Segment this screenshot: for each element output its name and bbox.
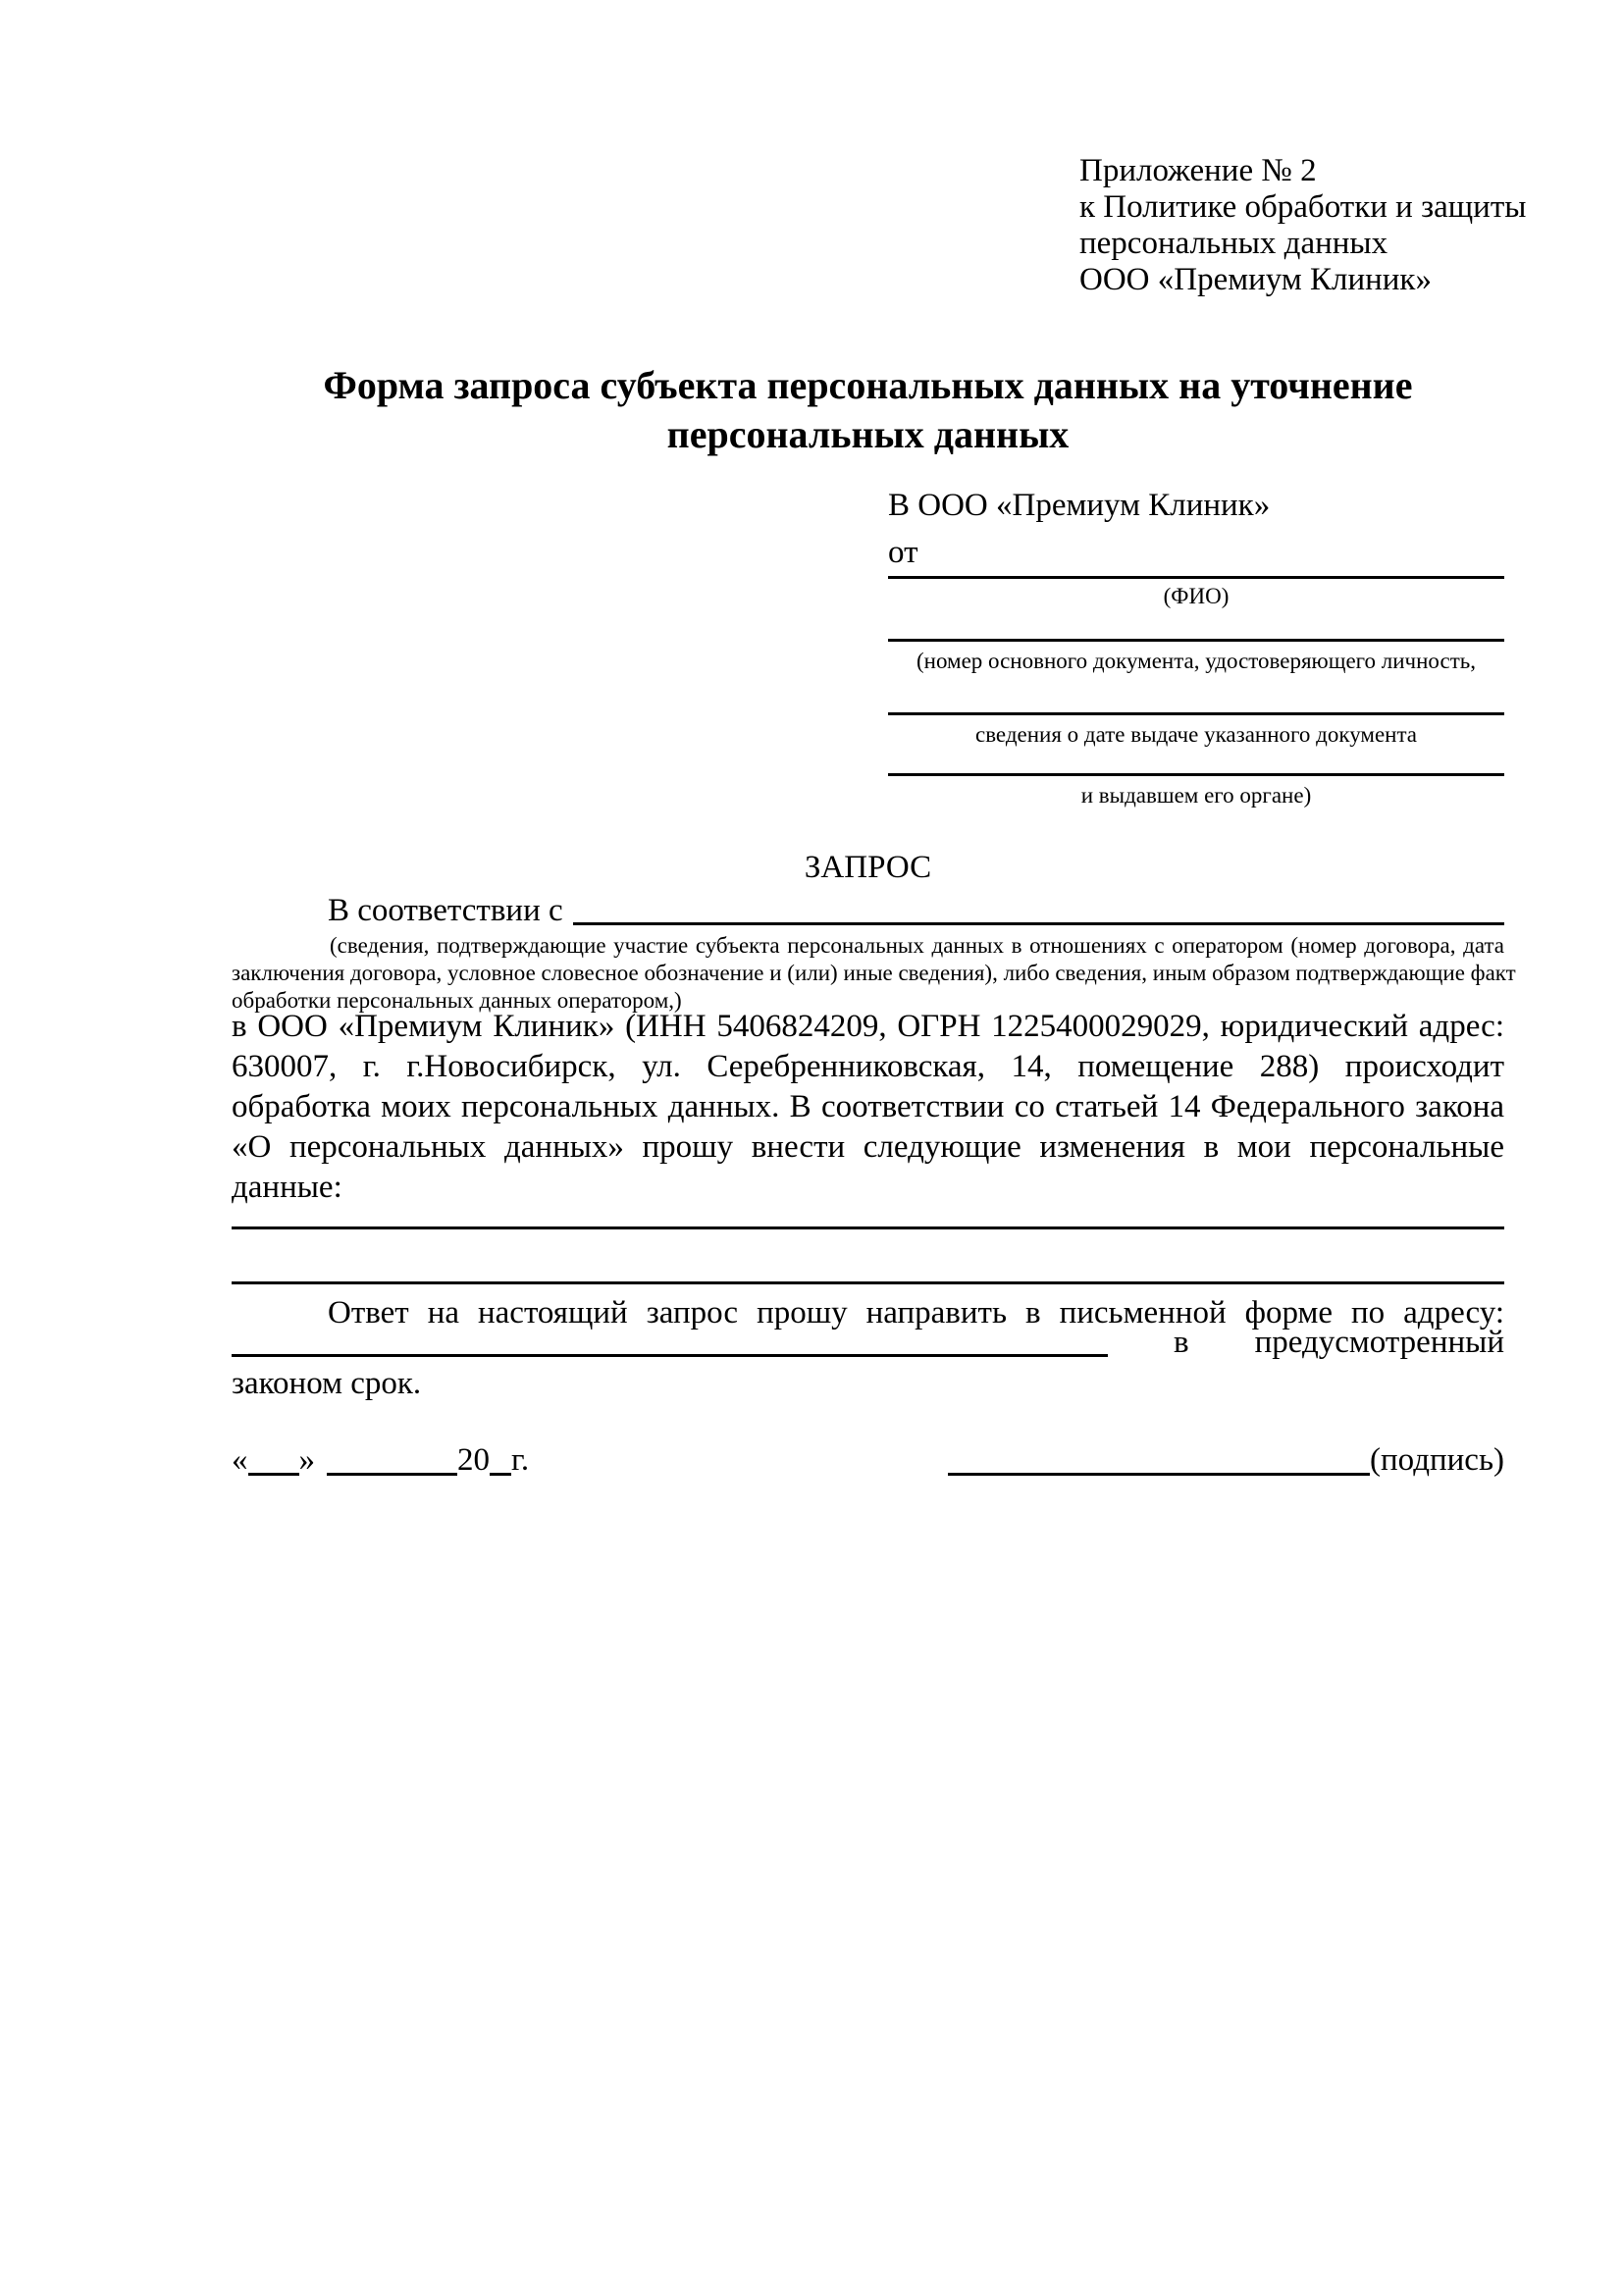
answer-word-v: в xyxy=(1174,1325,1189,1360)
signature-line xyxy=(948,1440,1504,1481)
answer-request-line: Ответ на настоящий запрос прошу направить в письменной форме по адресу: xyxy=(328,1295,1504,1331)
issue-date-caption: сведения о дате выдаче указанного документа xyxy=(974,722,1418,747)
document-number-blank-line xyxy=(888,639,1504,642)
text-line: ООО «Премиум Клиник» xyxy=(1079,262,1432,297)
accordance-label: В соответствии с xyxy=(328,893,563,928)
request-heading: ЗАПРОС xyxy=(804,850,932,885)
changes-blank-line-1 xyxy=(232,1226,1504,1229)
text-line: обработка моих персональных данных. В соответствии со статьей 14 Федерального закона xyxy=(232,1089,1504,1124)
fio-caption: (ФИО) xyxy=(1163,584,1230,608)
address-row xyxy=(232,1323,1504,1363)
text-line: персональных данных xyxy=(666,412,1070,456)
year-suffix: г. xyxy=(511,1442,530,1478)
year-prefix: 20 xyxy=(457,1442,490,1478)
text-line: данные: xyxy=(232,1170,342,1205)
body-paragraph xyxy=(232,1007,1504,1208)
accordance-footnote xyxy=(232,932,1516,1015)
signature-blank-line xyxy=(948,1461,1370,1476)
date-line xyxy=(232,1440,529,1481)
changes-blank-line-2 xyxy=(232,1281,1504,1284)
year-blank-line xyxy=(490,1461,511,1476)
text-line: Форма запроса субъекта персональных данных на уточнение xyxy=(323,363,1413,407)
fio-blank-line xyxy=(888,576,1504,579)
answer-closing-line: законом срок. xyxy=(232,1366,422,1401)
signature-caption: (подпись) xyxy=(1370,1442,1504,1478)
text-line: (сведения, подтверждающие участие субъекта персональных данных в отношениях с оператором (номер договора, дата xyxy=(330,933,1504,958)
text-line: Приложение № 2 xyxy=(1079,153,1317,188)
text-line: «О персональных данных» прошу внести следующие изменения в мои персональные xyxy=(232,1129,1504,1165)
text-line: персональных данных xyxy=(1079,226,1388,261)
text-line: обработки персональных данных оператором,) xyxy=(232,988,682,1013)
addressee-to: В ООО «Премиум Клиник» xyxy=(888,488,1271,523)
address-blank-line xyxy=(232,1354,1108,1357)
document-number-caption: (номер основного документа, удостоверяющего личность, xyxy=(916,649,1476,673)
accordance-blank-line xyxy=(573,922,1504,925)
date-signature-row xyxy=(232,1440,1504,1481)
text-line: заключения договора, условное словесное обозначение и (или) иные сведения), либо сведения, иным образом подтверждающие факт xyxy=(232,961,1516,985)
appendix-header xyxy=(1079,153,1526,298)
quote-close: » xyxy=(298,1442,315,1478)
accordance-row xyxy=(328,891,1504,931)
document-title xyxy=(232,361,1504,459)
text-line: в ООО «Премиум Клиник» (ИНН 5406824209, ОГРН 1225400029029, юридический адрес: xyxy=(232,1009,1504,1044)
answer-word-predusmotrennyy: предусмотренный xyxy=(1254,1325,1504,1360)
issue-date-blank-line xyxy=(888,712,1504,715)
text-line: к Политике обработки и защиты xyxy=(1079,189,1527,225)
day-blank-line xyxy=(248,1461,299,1476)
addressee-block xyxy=(888,482,1270,576)
issuer-blank-line xyxy=(888,773,1504,776)
month-blank-line xyxy=(327,1461,457,1476)
issuer-caption: и выдавшем его органе) xyxy=(1080,783,1312,808)
text-line: 630007, г. г.Новосибирск, ул. Серебренниковская, 14, помещение 288) происходит xyxy=(232,1049,1504,1084)
addressee-from: от xyxy=(888,535,918,570)
quote-open: « xyxy=(232,1442,248,1478)
